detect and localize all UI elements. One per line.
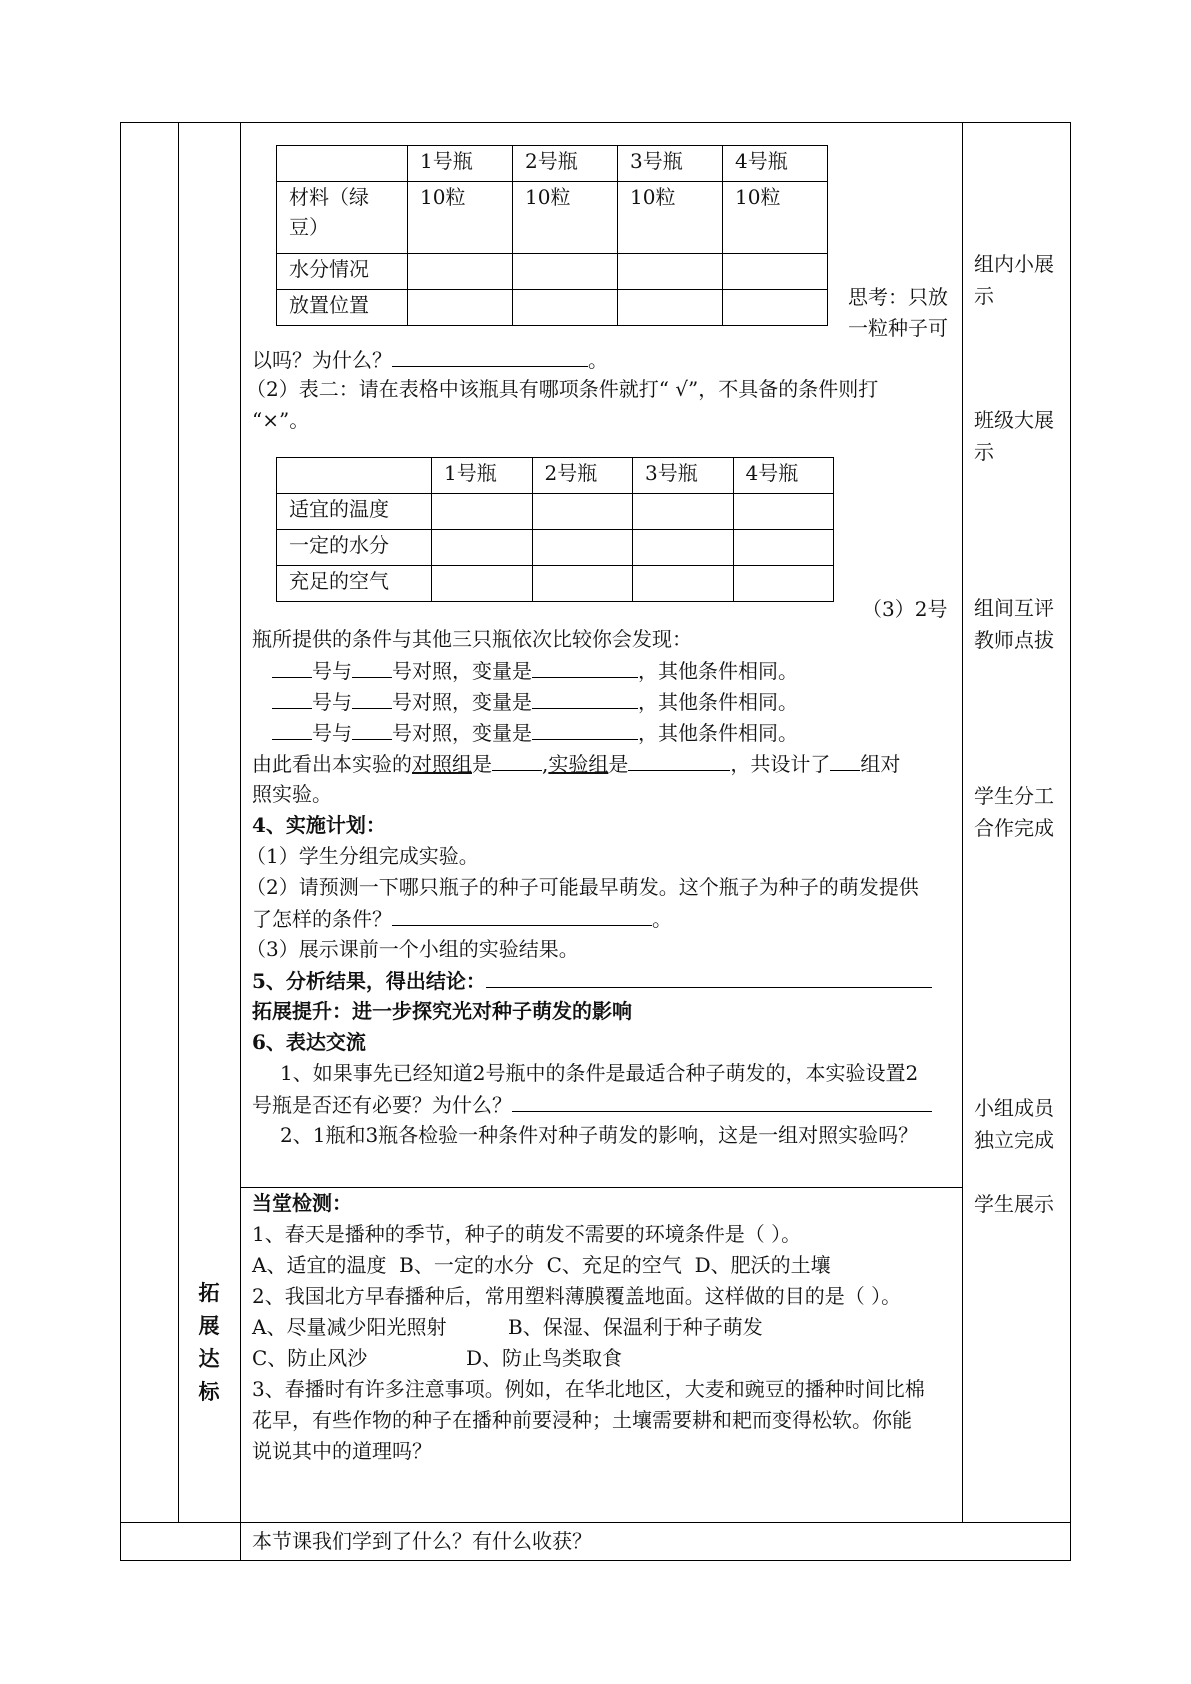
step5-text: 5、分析结果，得出结论： bbox=[252, 969, 486, 993]
table-cell: 10粒 bbox=[408, 182, 513, 254]
table-cell[interactable] bbox=[432, 530, 533, 566]
q6-1b bbox=[252, 1089, 932, 1120]
think-question-c: 以吗？为什么？ 。 bbox=[252, 344, 608, 375]
side-note-2 bbox=[974, 404, 1054, 468]
side-note-text: 学生分工 bbox=[974, 784, 1054, 808]
answer-blank[interactable] bbox=[512, 1089, 932, 1112]
test-q1: 1、春天是播种的季节，种子的萌发不需要的环境条件是（ ）。 bbox=[252, 1222, 802, 1246]
table-cell: 10粒 bbox=[723, 182, 828, 254]
compare-text: 号对照，变量是 bbox=[392, 721, 532, 745]
table-cell bbox=[618, 254, 723, 290]
table2-intro-b: “×”。 bbox=[252, 408, 310, 432]
side-note-5 bbox=[974, 1092, 1054, 1156]
table-cell[interactable] bbox=[733, 566, 834, 602]
test-q1-options: A、适宜的温度 B、一定的水分 C、充足的空气 D、肥沃的土壤 bbox=[252, 1253, 831, 1277]
think-question-b: 一粒种子可 bbox=[848, 316, 948, 340]
side-note-text: 小组成员 bbox=[974, 1096, 1054, 1120]
conclusion-line-b: 照实验。 bbox=[252, 782, 332, 806]
side-note-text: 示 bbox=[974, 440, 994, 464]
table-row bbox=[277, 254, 828, 290]
table-cell[interactable] bbox=[733, 530, 834, 566]
conclusion-text: , bbox=[542, 752, 549, 776]
table-row bbox=[277, 458, 834, 494]
step4-item-2a: （2）请预测一下哪只瓶子的种子可能最早萌发。这个瓶子为种子的萌发提供 bbox=[246, 875, 919, 899]
answer-blank[interactable] bbox=[272, 655, 312, 678]
test-q2-option-c: C、防止风沙 bbox=[252, 1346, 368, 1370]
answer-blank[interactable] bbox=[352, 717, 392, 740]
frame-bottom bbox=[120, 1560, 1070, 1561]
table-cell[interactable] bbox=[532, 494, 633, 530]
conclusion-text: 组对 bbox=[860, 752, 901, 776]
table-row bbox=[277, 494, 834, 530]
compare-text: ，其他条件相同。 bbox=[638, 721, 798, 745]
frame-left bbox=[120, 122, 121, 1561]
row-label: 水分情况 bbox=[277, 254, 408, 290]
table-cell[interactable] bbox=[432, 566, 533, 602]
table-row bbox=[277, 530, 834, 566]
table-cell[interactable] bbox=[532, 566, 633, 602]
section-label-char: 标 bbox=[198, 1379, 220, 1404]
table-cell bbox=[723, 254, 828, 290]
compare-line-2 bbox=[272, 686, 798, 717]
test-q2-option-d: D、防止鸟类取食 bbox=[466, 1346, 623, 1370]
compare-text: 号与 bbox=[312, 659, 352, 683]
q6-1a: 1、如果事先已经知道2号瓶中的条件是最适合种子萌发的，本实验设置2 bbox=[280, 1061, 919, 1085]
table-row bbox=[277, 182, 828, 254]
table-header-cell: 1号瓶 bbox=[408, 146, 513, 182]
frame-col-3 bbox=[962, 122, 963, 1522]
table-row bbox=[277, 566, 834, 602]
table-cell[interactable] bbox=[633, 566, 734, 602]
step5-heading bbox=[252, 965, 932, 996]
table-cell: 10粒 bbox=[513, 182, 618, 254]
side-note-text: 班级大展 bbox=[974, 408, 1054, 432]
frame-col-2 bbox=[240, 122, 241, 1561]
table-cell[interactable] bbox=[432, 494, 533, 530]
answer-blank[interactable] bbox=[272, 717, 312, 740]
table-cell[interactable] bbox=[532, 530, 633, 566]
table-cell[interactable] bbox=[633, 530, 734, 566]
test-q3a: 3、春播时有许多注意事项。例如，在华北地区，大麦和豌豆的播种时间比棉 bbox=[252, 1377, 925, 1401]
compare-text: 号对照，变量是 bbox=[392, 659, 532, 683]
frame-top bbox=[120, 122, 1070, 123]
summary-question: 本节课我们学到了什么？有什么收获？ bbox=[252, 1529, 592, 1553]
side-note-text: 合作完成 bbox=[974, 816, 1054, 840]
table-header-cell: 3号瓶 bbox=[618, 146, 723, 182]
table-header-cell: 4号瓶 bbox=[733, 458, 834, 494]
step6-heading: 6、表达交流 bbox=[252, 1030, 366, 1054]
table-cell bbox=[618, 290, 723, 326]
step4-item-2b: 了怎样的条件？ 。 bbox=[252, 903, 672, 934]
table-row bbox=[277, 146, 828, 182]
answer-blank[interactable] bbox=[532, 686, 638, 709]
compare-text: 号与 bbox=[312, 690, 352, 714]
q3-text-b: 瓶所提供的条件与其他三只瓶依次比较你会发现： bbox=[252, 627, 692, 651]
compare-text: ，其他条件相同。 bbox=[638, 659, 798, 683]
side-note-4 bbox=[974, 780, 1054, 844]
table-cell bbox=[408, 254, 513, 290]
q6-2: 2、1瓶和3瓶各检验一种条件对种子萌发的影响，这是一组对照实验吗？ bbox=[280, 1123, 919, 1147]
row-label: 充足的空气 bbox=[277, 566, 432, 602]
table-header-cell: 2号瓶 bbox=[532, 458, 633, 494]
table-cell bbox=[408, 290, 513, 326]
answer-blank[interactable] bbox=[830, 748, 860, 771]
side-note-text: 独立完成 bbox=[974, 1128, 1054, 1152]
step4-text: 了怎样的条件？ bbox=[252, 907, 392, 931]
table-header-cell: 2号瓶 bbox=[513, 146, 618, 182]
table-cell bbox=[513, 254, 618, 290]
test-title: 当堂检测： bbox=[252, 1191, 352, 1215]
table-header-cell bbox=[277, 458, 432, 494]
row-label: 材料（绿豆） bbox=[277, 182, 408, 254]
conclusion-text: 是 bbox=[608, 752, 629, 776]
extend-heading: 拓展提升：进一步探究光对种子萌发的影响 bbox=[252, 999, 632, 1023]
step4-heading: 4、实施计划： bbox=[252, 813, 386, 837]
section-label-char: 拓 bbox=[198, 1280, 220, 1305]
think-question-text: 以吗？为什么？ bbox=[252, 348, 392, 372]
side-note-text: 组间互评 bbox=[974, 596, 1054, 620]
table-header-cell: 4号瓶 bbox=[723, 146, 828, 182]
answer-blank[interactable] bbox=[532, 655, 638, 678]
answer-blank[interactable] bbox=[392, 903, 652, 926]
conclusion-text: 由此看出本实验的 bbox=[252, 752, 412, 776]
conclusion-line bbox=[252, 748, 900, 779]
side-note-1 bbox=[974, 248, 1054, 312]
q3-text-a: （3）2号 bbox=[862, 597, 948, 621]
table-cell[interactable] bbox=[633, 494, 734, 530]
side-note-text: 组内小展 bbox=[974, 252, 1054, 276]
table-cell: 10粒 bbox=[618, 182, 723, 254]
row-label: 适宜的温度 bbox=[277, 494, 432, 530]
side-note-3 bbox=[974, 592, 1054, 656]
section-label bbox=[197, 1276, 221, 1408]
table-cell[interactable] bbox=[733, 494, 834, 530]
row-label: 一定的水分 bbox=[277, 530, 432, 566]
test-q2: 2、我国北方早春播种后，常用塑料薄膜覆盖地面。这样做的目的是（ ）。 bbox=[252, 1284, 902, 1308]
step4-item-1: （1）学生分组完成实验。 bbox=[246, 844, 479, 868]
compare-text: 号与 bbox=[312, 721, 352, 745]
table-header-cell: 1号瓶 bbox=[432, 458, 533, 494]
compare-line-3 bbox=[272, 717, 798, 748]
table-row bbox=[277, 290, 828, 326]
answer-blank[interactable] bbox=[628, 748, 730, 771]
section-label-char: 达 bbox=[198, 1346, 220, 1371]
conclusion-text: ，共设计了 bbox=[730, 752, 831, 776]
answer-blank[interactable] bbox=[486, 965, 932, 988]
answer-blank[interactable] bbox=[392, 344, 588, 367]
compare-text: 号对照，变量是 bbox=[392, 690, 532, 714]
frame-right bbox=[1070, 122, 1071, 1561]
compare-text: ，其他条件相同。 bbox=[638, 690, 798, 714]
step4-item-3: （3）展示课前一个小组的实验结果。 bbox=[246, 937, 579, 961]
table-cell bbox=[513, 290, 618, 326]
think-question-a: 思考：只放 bbox=[848, 285, 948, 309]
answer-blank[interactable] bbox=[352, 686, 392, 709]
answer-blank[interactable] bbox=[492, 748, 542, 771]
q6-text: 号瓶是否还有必要？为什么？ bbox=[252, 1093, 512, 1117]
test-q3b: 花早，有些作物的种子在播种前要浸种；土壤需要耕和耙而变得松软。你能 bbox=[252, 1408, 912, 1432]
table-header-cell bbox=[277, 146, 408, 182]
answer-blank[interactable] bbox=[532, 717, 638, 740]
test-q2-option-a: A、尽量减少阳光照射 bbox=[252, 1315, 447, 1339]
frame-row-divider-2 bbox=[120, 1522, 1070, 1523]
row-label: 放置位置 bbox=[277, 290, 408, 326]
bottle-material-table bbox=[276, 145, 828, 326]
conclusion-text: 是 bbox=[472, 752, 492, 776]
frame-col-1 bbox=[178, 122, 179, 1522]
side-note-text: 示 bbox=[974, 284, 994, 308]
experiment-group-term: 实验组 bbox=[548, 752, 609, 776]
table-header-cell: 3号瓶 bbox=[633, 458, 734, 494]
table2-intro-a: （2）表二：请在表格中该瓶具有哪项条件就打“ √”，不具备的条件则打 bbox=[246, 377, 879, 401]
side-note-6: 学生展示 bbox=[974, 1192, 1054, 1216]
answer-blank[interactable] bbox=[352, 655, 392, 678]
table-cell bbox=[723, 290, 828, 326]
side-note-text: 教师点拔 bbox=[974, 628, 1054, 652]
test-q3c: 说说其中的道理吗？ bbox=[252, 1439, 432, 1463]
bottle-conditions-table bbox=[276, 457, 834, 602]
control-group-term: 对照组 bbox=[412, 752, 472, 776]
section-label-char: 展 bbox=[198, 1313, 220, 1338]
test-q2-option-b: B、保湿、保温利于种子萌发 bbox=[508, 1315, 763, 1339]
answer-blank[interactable] bbox=[272, 686, 312, 709]
compare-line-1 bbox=[272, 655, 798, 686]
